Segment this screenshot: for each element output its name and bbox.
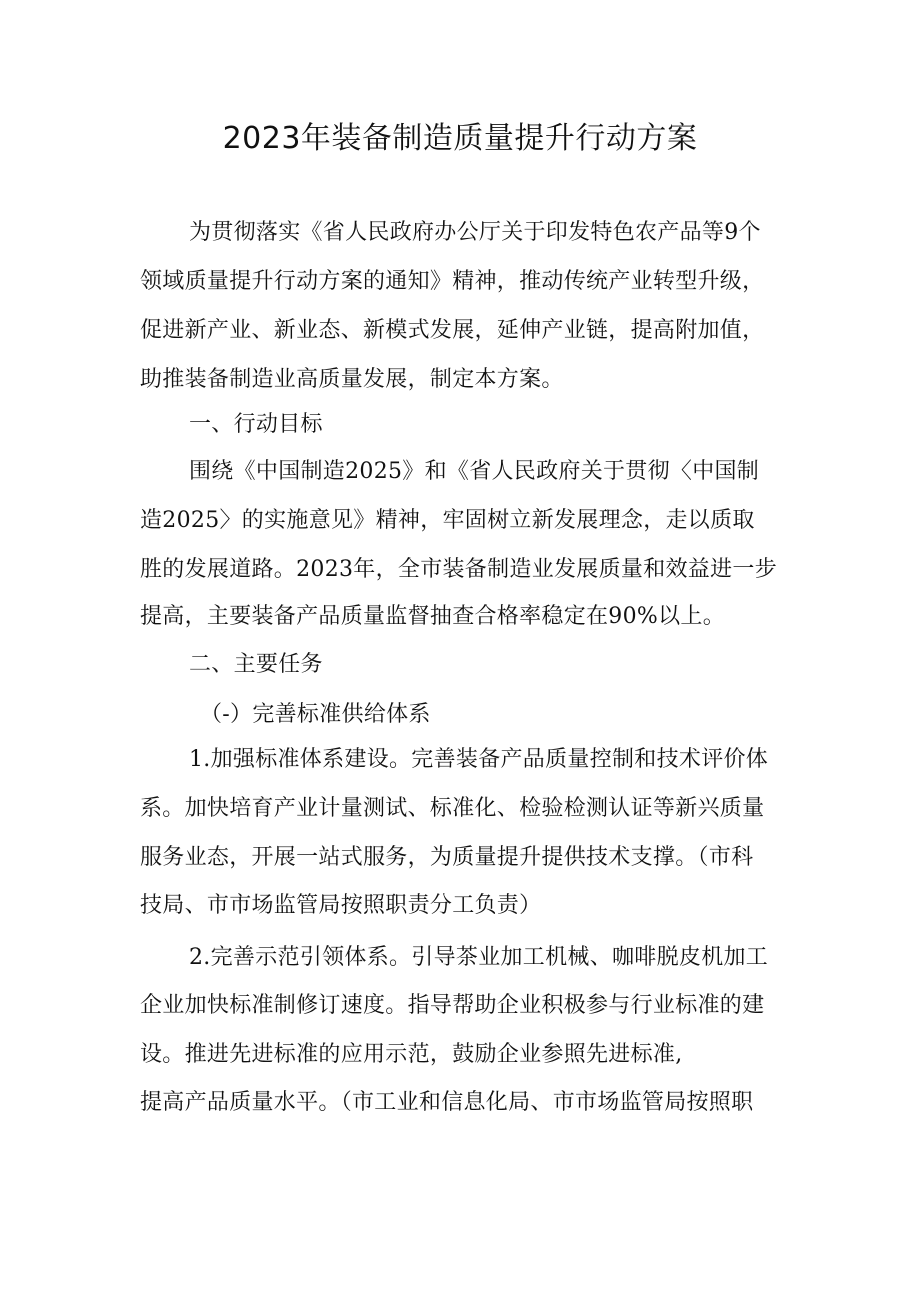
goals-line-1: 围绕《中国制造2025》和《省人民政府关于贯彻〈中国制: [189, 459, 760, 484]
item2-line-2: 企业加快标准制修订速度。指导帮助企业积极参与行业标准的建: [140, 993, 765, 1018]
item2-line-1: 2.完善示范引领体系。引导茶业加工机械、咖啡脱皮机加工: [189, 945, 769, 970]
goals-line-2: 造2025〉的实施意见》精神，牢固树立新发展理念，走以质取: [140, 508, 755, 533]
intro-line-1: 为贯彻落实《省人民政府办公厅关于印发特色农产品等9个: [189, 220, 761, 245]
intro-line-3: 促进新产业、新业态、新模式发展，延伸产业链，提高附加值，: [140, 318, 765, 343]
item1-line-4: 技局、市市场监管局按照职责分工负责）: [140, 893, 542, 918]
goals-line-3: 胜的发展道路。2023年，全市装备制造业发展质量和效益进一步: [140, 557, 777, 582]
goals-line-4: 提高，主要装备产品质量监督抽查合格率稳定在90%以上。: [140, 604, 725, 629]
item1-line-1: 1.加强标准体系建设。完善装备产品质量控制和技术评价体: [189, 747, 769, 772]
document-title: 2023年装备制造质量提升行动方案: [222, 121, 698, 156]
section-heading-goals: 一、行动目标: [189, 412, 323, 437]
section-heading-tasks: 二、主要任务: [189, 652, 323, 677]
item2-line-3: 设。推进先进标准的应用示范，鼓励企业参照先进标准,: [140, 1042, 683, 1067]
item1-line-3: 服务业态，开展一站式服务，为质量提升提供技术支撑。（市科: [140, 845, 754, 870]
intro-line-2: 领域质量提升行动方案的通知》精神，推动传统产业转型升级，: [140, 269, 765, 294]
subsection-heading-standards: （-）完善标准供给体系: [200, 702, 431, 727]
item1-line-2: 系。加快培育产业计量测试、标准化、检验检测认证等新兴质量: [140, 796, 765, 821]
intro-line-4: 助推装备制造业高质量发展，制定本方案。: [140, 367, 564, 392]
item2-line-4: 提高产品质量水平。（市工业和信息化局、市市场监管局按照职: [140, 1090, 754, 1115]
